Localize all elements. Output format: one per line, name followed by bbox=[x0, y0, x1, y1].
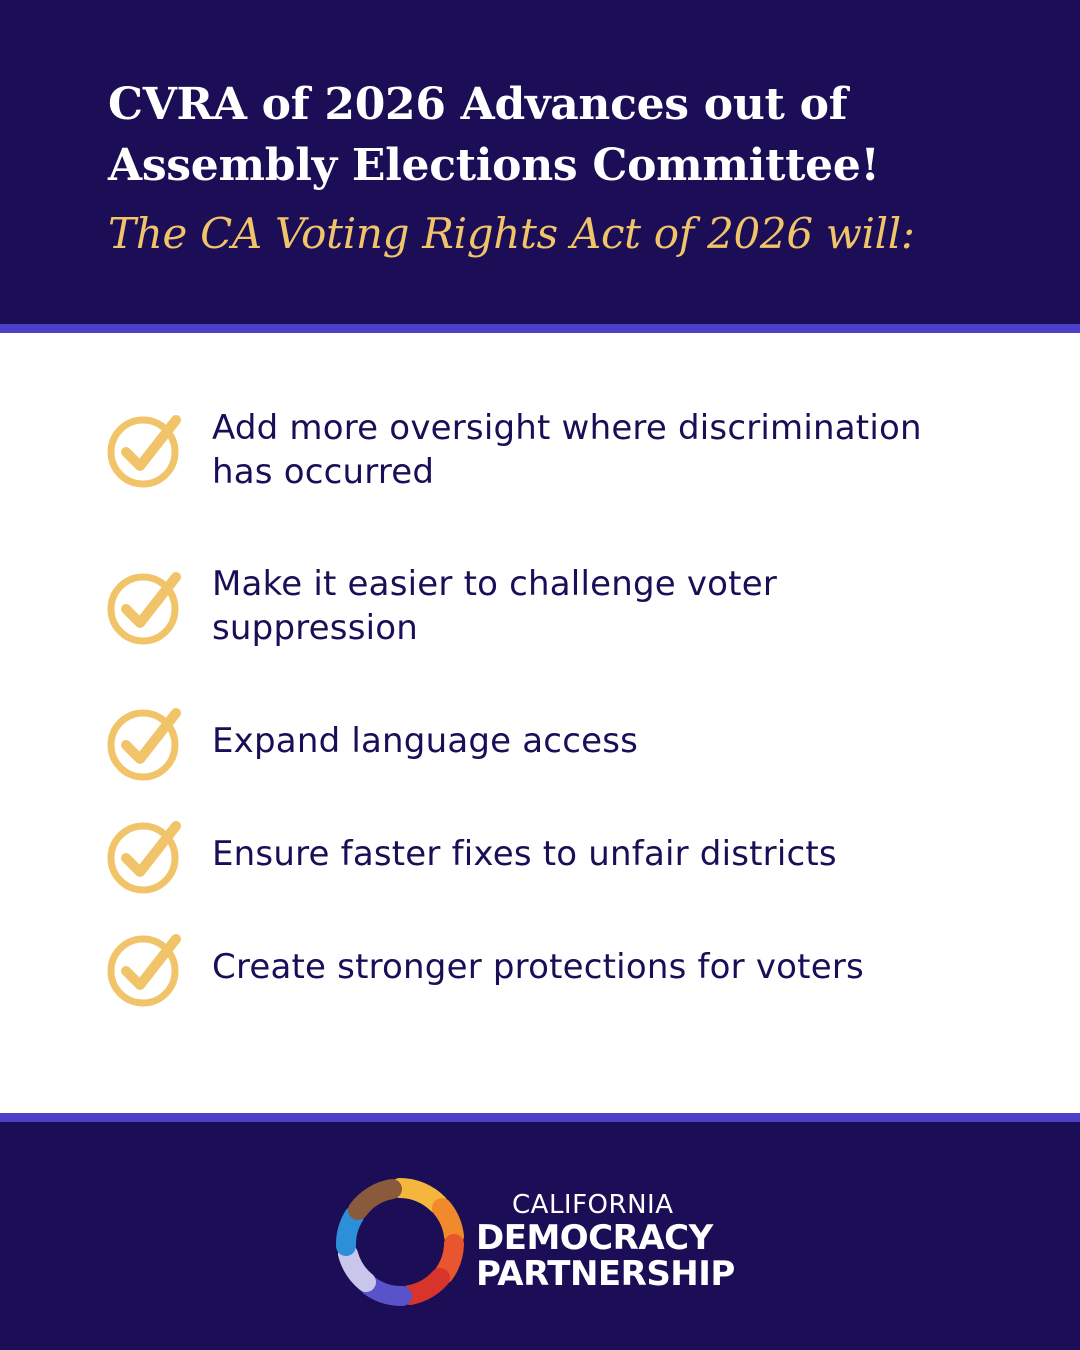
hands-circle-logo-icon bbox=[332, 1174, 468, 1310]
list-item-text: Create stronger protections for voters bbox=[212, 947, 864, 987]
title-line-1: CVRA of 2026 Advances out of bbox=[108, 79, 848, 130]
list-item-text: Ensure faster fixes to unfair districts bbox=[212, 834, 837, 874]
list-item-text: Expand language access bbox=[212, 721, 639, 761]
footer-divider bbox=[0, 1113, 1080, 1122]
check-circle-icon bbox=[106, 816, 184, 894]
check-circle-icon bbox=[106, 567, 184, 645]
check-circle-icon bbox=[106, 410, 184, 488]
list-item-text: Add more oversight where discrimination has occurred bbox=[212, 408, 922, 492]
page-subtitle: The CA Voting Rights Act of 2026 will: bbox=[108, 209, 915, 258]
page-title bbox=[108, 74, 1048, 196]
header-divider bbox=[0, 324, 1080, 333]
logo-line-california: CALIFORNIA bbox=[512, 1190, 674, 1220]
logo-line-democracy: DEMOCRACY bbox=[476, 1218, 713, 1258]
title-line-2: Assembly Elections Committee! bbox=[108, 140, 880, 191]
logo-line-partnership: PARTNERSHIP bbox=[476, 1254, 735, 1294]
list-item-text: Make it easier to challenge voter suppression bbox=[212, 564, 778, 648]
check-circle-icon bbox=[106, 929, 184, 1007]
logo-wordmark bbox=[476, 1190, 776, 1292]
check-circle-icon bbox=[106, 703, 184, 781]
